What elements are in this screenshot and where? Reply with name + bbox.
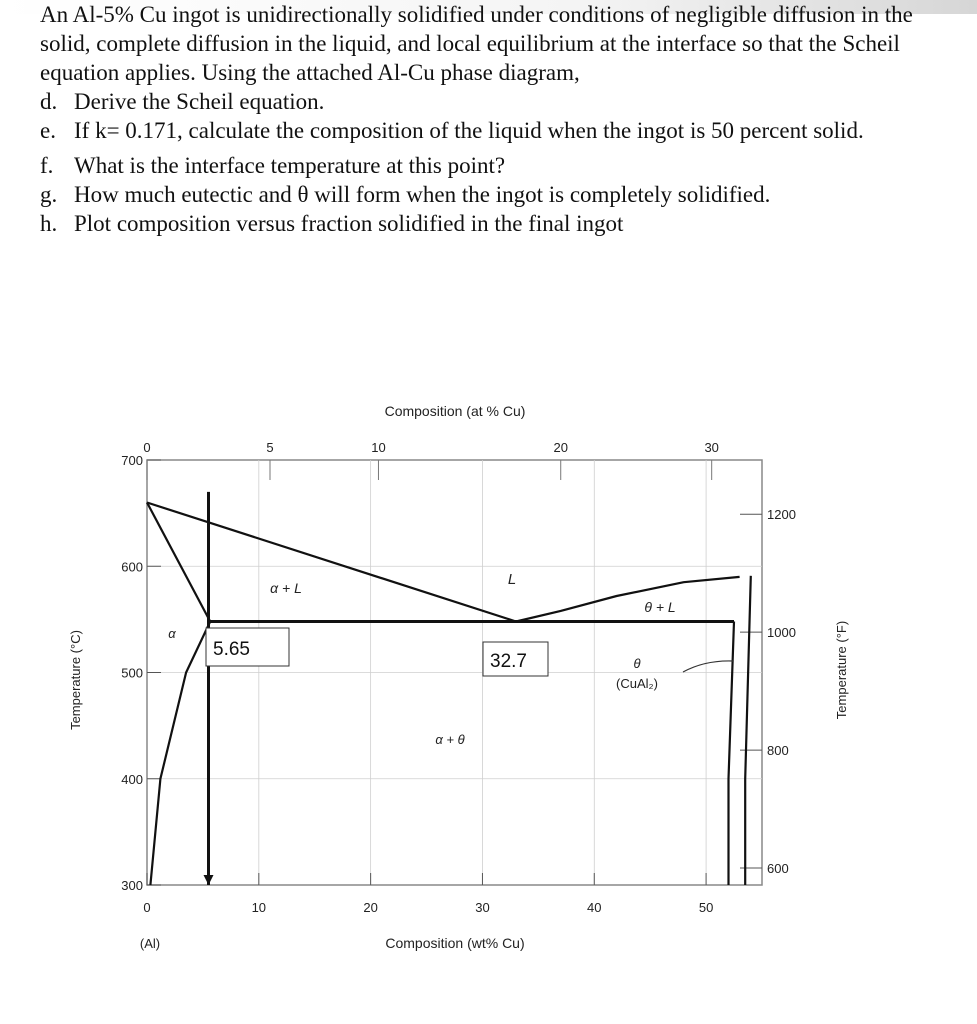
x-tick-label: 0	[143, 900, 151, 915]
top-tick-label: 30	[704, 440, 719, 455]
region-theta-label: θ	[633, 656, 641, 671]
gridlines	[147, 460, 762, 885]
solvus-alpha-line	[150, 622, 210, 886]
top-tick-label: 20	[553, 440, 568, 455]
composition-arrowhead	[204, 875, 214, 885]
x-tick-label: 40	[587, 900, 602, 915]
x-tick-label: 10	[251, 900, 267, 915]
right-tick-label: 1200	[767, 507, 796, 523]
annotation-5-65: 5.65	[213, 639, 250, 660]
phase-diagram	[0, 380, 977, 980]
right-tick-label: 1000	[767, 625, 796, 641]
liquidus-alpha-line	[147, 503, 516, 622]
top-axis-title: Composition (at % Cu)	[384, 403, 526, 419]
question-f	[40, 151, 960, 180]
question-label: d.	[40, 89, 58, 114]
top-tick-label: 10	[371, 440, 386, 455]
theta-right-boundary-line	[745, 576, 751, 885]
left-axis-title: Temperature (°C)	[68, 630, 83, 730]
question-label: f.	[40, 153, 54, 178]
problem-statement	[40, 0, 960, 238]
region-liquid-label: L	[507, 571, 517, 588]
theta-leader-line	[683, 661, 733, 672]
region-alpha-theta-label: α + θ	[435, 732, 465, 747]
region-alpha-label: α	[168, 626, 176, 641]
top-tick-label: 0	[143, 440, 151, 455]
top-tick-label: 5	[266, 440, 274, 455]
axis-ticks	[121, 440, 796, 915]
question-label: e.	[40, 118, 56, 143]
y-tick-label: 400	[121, 771, 143, 787]
phase-boundaries	[147, 492, 751, 885]
region-theta-liquid-label: θ + L	[644, 599, 676, 615]
y-tick-label: 300	[121, 878, 143, 893]
question-h	[40, 209, 960, 238]
question-e	[40, 116, 960, 145]
question-text: If k= 0.171, calculate the composition of the liquid when the ingot is 50 percent solid.	[74, 118, 864, 143]
right-tick-label: 800	[767, 743, 789, 759]
theta-formula-label: (CuAl₂)	[616, 676, 658, 691]
bottom-axis-title: Composition (wt% Cu)	[385, 935, 525, 951]
question-text: What is the interface temperature at this point?	[74, 153, 506, 178]
x-tick-label: 30	[475, 900, 490, 915]
al-label: (Al)	[139, 936, 161, 951]
annotation-32-7: 32.7	[490, 651, 527, 672]
right-tick-label: 600	[767, 861, 789, 876]
question-g	[40, 180, 960, 209]
question-d	[40, 87, 960, 116]
y-tick-label: 700	[121, 453, 143, 468]
question-label: g.	[40, 182, 58, 207]
y-tick-label: 500	[121, 665, 143, 681]
x-tick-label: 20	[363, 900, 378, 915]
right-axis-title: Temperature (°F)	[834, 620, 849, 720]
question-list	[40, 87, 960, 238]
problem-intro: An Al-5% Cu ingot is unidirectionally solidified under conditions of negligible diffusion in the solid, complete diffusion in the liquid, and local equilibrium at the interface so that the Scheil equation applies. Using the attached Al-Cu phase diagram,	[40, 2, 913, 85]
region-alpha-liquid-label: α + L	[270, 580, 302, 596]
question-text: How much eutectic and θ will form when the ingot is completely solidified.	[74, 182, 771, 207]
x-tick-label: 50	[698, 900, 714, 915]
question-text: Derive the Scheil equation.	[74, 89, 325, 114]
question-text: Plot composition versus fraction solidified in the final ingot	[74, 211, 624, 236]
question-label: h.	[40, 211, 58, 236]
y-tick-label: 600	[121, 559, 143, 575]
